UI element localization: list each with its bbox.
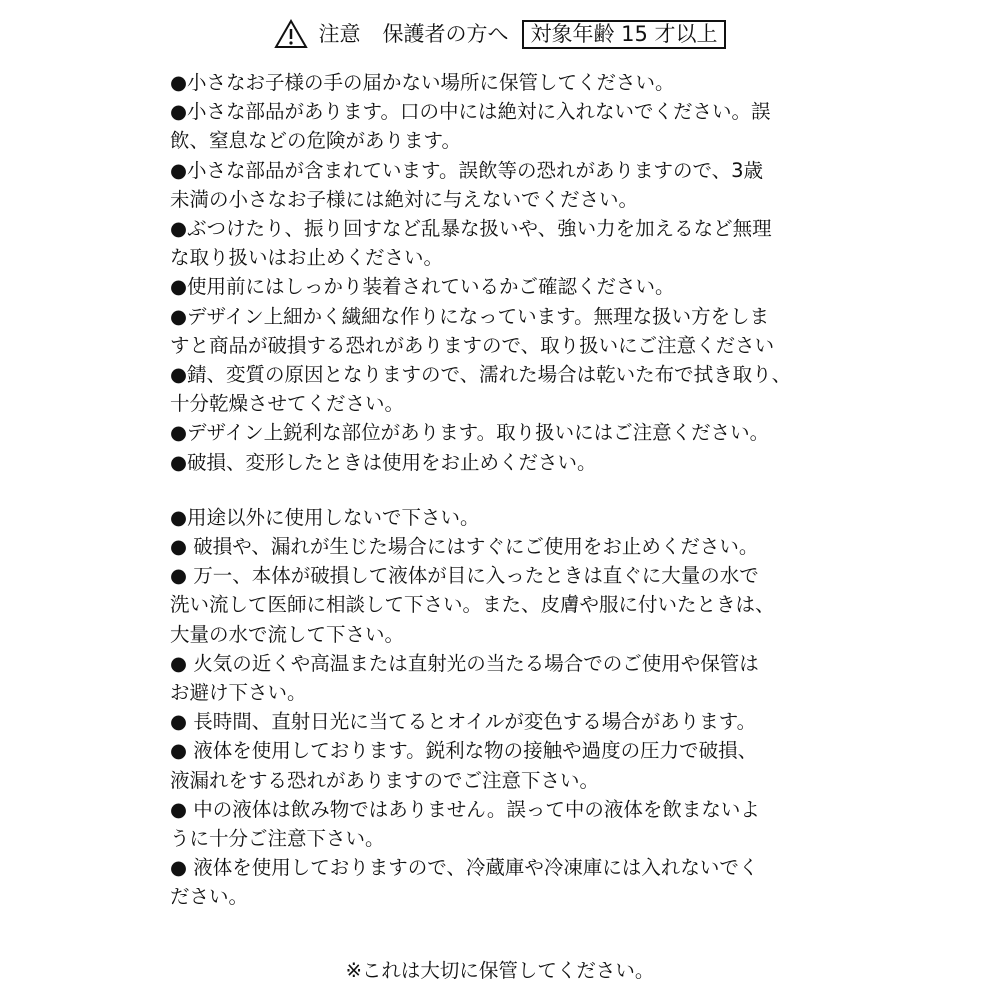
precaution-line: すと商品が破損する恐れがありますので、取り扱いにご注意ください (170, 333, 775, 357)
precaution-line: お避け下さい。 (170, 681, 307, 705)
precaution-line: ●デザイン上細かく繊細な作りになっています。無理な扱い方をしま (170, 304, 770, 328)
guardian-label: 保護者の方へ (382, 21, 509, 46)
precaution-line: 大量の水で流して下さい。 (170, 622, 405, 646)
precaution-line: ● 破損や、漏れが生じた場合にはすぐにご使用をお止めください。 (170, 535, 759, 559)
precaution-item (170, 97, 850, 155)
notice-header (0, 14, 1000, 54)
precaution-line: 未満の小さなお子様には絶対に与えないでください。 (170, 187, 639, 211)
precaution-item (170, 736, 850, 794)
precaution-item (170, 649, 850, 707)
precaution-item (170, 795, 850, 853)
precaution-line: 液漏れをする恐れがありますのでご注意下さい。 (170, 768, 600, 792)
precaution-line: 洗い流して医師に相談して下さい。また、皮膚や服に付いたときは、 (170, 593, 775, 617)
precaution-line: ● 液体を使用しておりますので、冷蔵庫や冷凍庫には入れないでく (170, 856, 759, 880)
precaution-line: ●デザイン上鋭利な部位があります。取り扱いにはご注意ください。 (170, 421, 770, 445)
precaution-item (170, 302, 850, 360)
precaution-line: ●小さな部品が含まれています。誤飲等の恐れがありますので、3歳 (170, 158, 763, 182)
precaution-line: ださい。 (170, 885, 249, 909)
precaution-item (170, 707, 850, 736)
precaution-line: ●ぶつけたり、振り回すなど乱暴な扱いや、強い力を加えるなど無理 (170, 217, 772, 241)
precaution-line: ● 中の液体は飲み物ではありません。誤って中の液体を飲まないよ (170, 797, 760, 821)
precaution-item (170, 532, 850, 561)
precaution-item (170, 853, 850, 911)
precaution-item (170, 68, 850, 97)
precaution-line: な取り扱いはお止めください。 (170, 246, 444, 270)
precaution-item (170, 448, 850, 477)
precaution-line: ● 万一、本体が破損して液体が目に入ったときは直ぐに大量の水で (170, 564, 759, 588)
precaution-line: ● 火気の近くや高温または直射光の当たる場合でのご使用や保管は (170, 651, 759, 675)
precaution-item (170, 503, 850, 532)
caution-label: 注意 (318, 21, 361, 46)
target-age-badge: 対象年齢 15 才以上 (522, 20, 725, 49)
precaution-line: 飲、窒息などの危険があります。 (170, 129, 461, 153)
footer-note: ※これは大切に保管してください。 (345, 959, 655, 982)
precaution-line: ●小さなお子様の手の届かない場所に保管してください。 (170, 71, 675, 94)
precaution-item (170, 156, 850, 214)
precaution-line: ●使用前にはしっかり装着されているかご確認ください。 (170, 275, 675, 299)
precaution-line: ●用途以外に使用しないで下さい。 (170, 505, 480, 529)
precaution-line: うに十分ご注意下さい。 (170, 827, 385, 851)
precaution-line: ●錆、変質の原因となりますので、濡れた場合は乾いた布で拭き取り、 (170, 363, 792, 387)
precaution-item (170, 214, 850, 272)
precaution-item (170, 418, 850, 447)
precaution-line: ●破損、変形したときは使用をお止めください。 (170, 450, 597, 474)
precaution-line: ● 長時間、直射日光に当てるとオイルが変色する場合があります。 (170, 710, 757, 734)
precautions-section-1 (170, 68, 850, 477)
precaution-item (170, 561, 850, 649)
precaution-line: 十分乾燥させてください。 (170, 392, 405, 416)
precaution-line: ● 液体を使用しております。鋭利な物の接触や過度の圧力で破損、 (170, 739, 758, 763)
section-gap (170, 477, 850, 503)
precautions-section-2 (170, 503, 850, 912)
precaution-item (170, 272, 850, 301)
precaution-line: ●小さな部品があります。口の中には絶対に入れないでください。誤 (170, 100, 771, 124)
precautions-body (170, 68, 850, 912)
precaution-item (170, 360, 850, 418)
warning-triangle-icon (274, 19, 308, 49)
